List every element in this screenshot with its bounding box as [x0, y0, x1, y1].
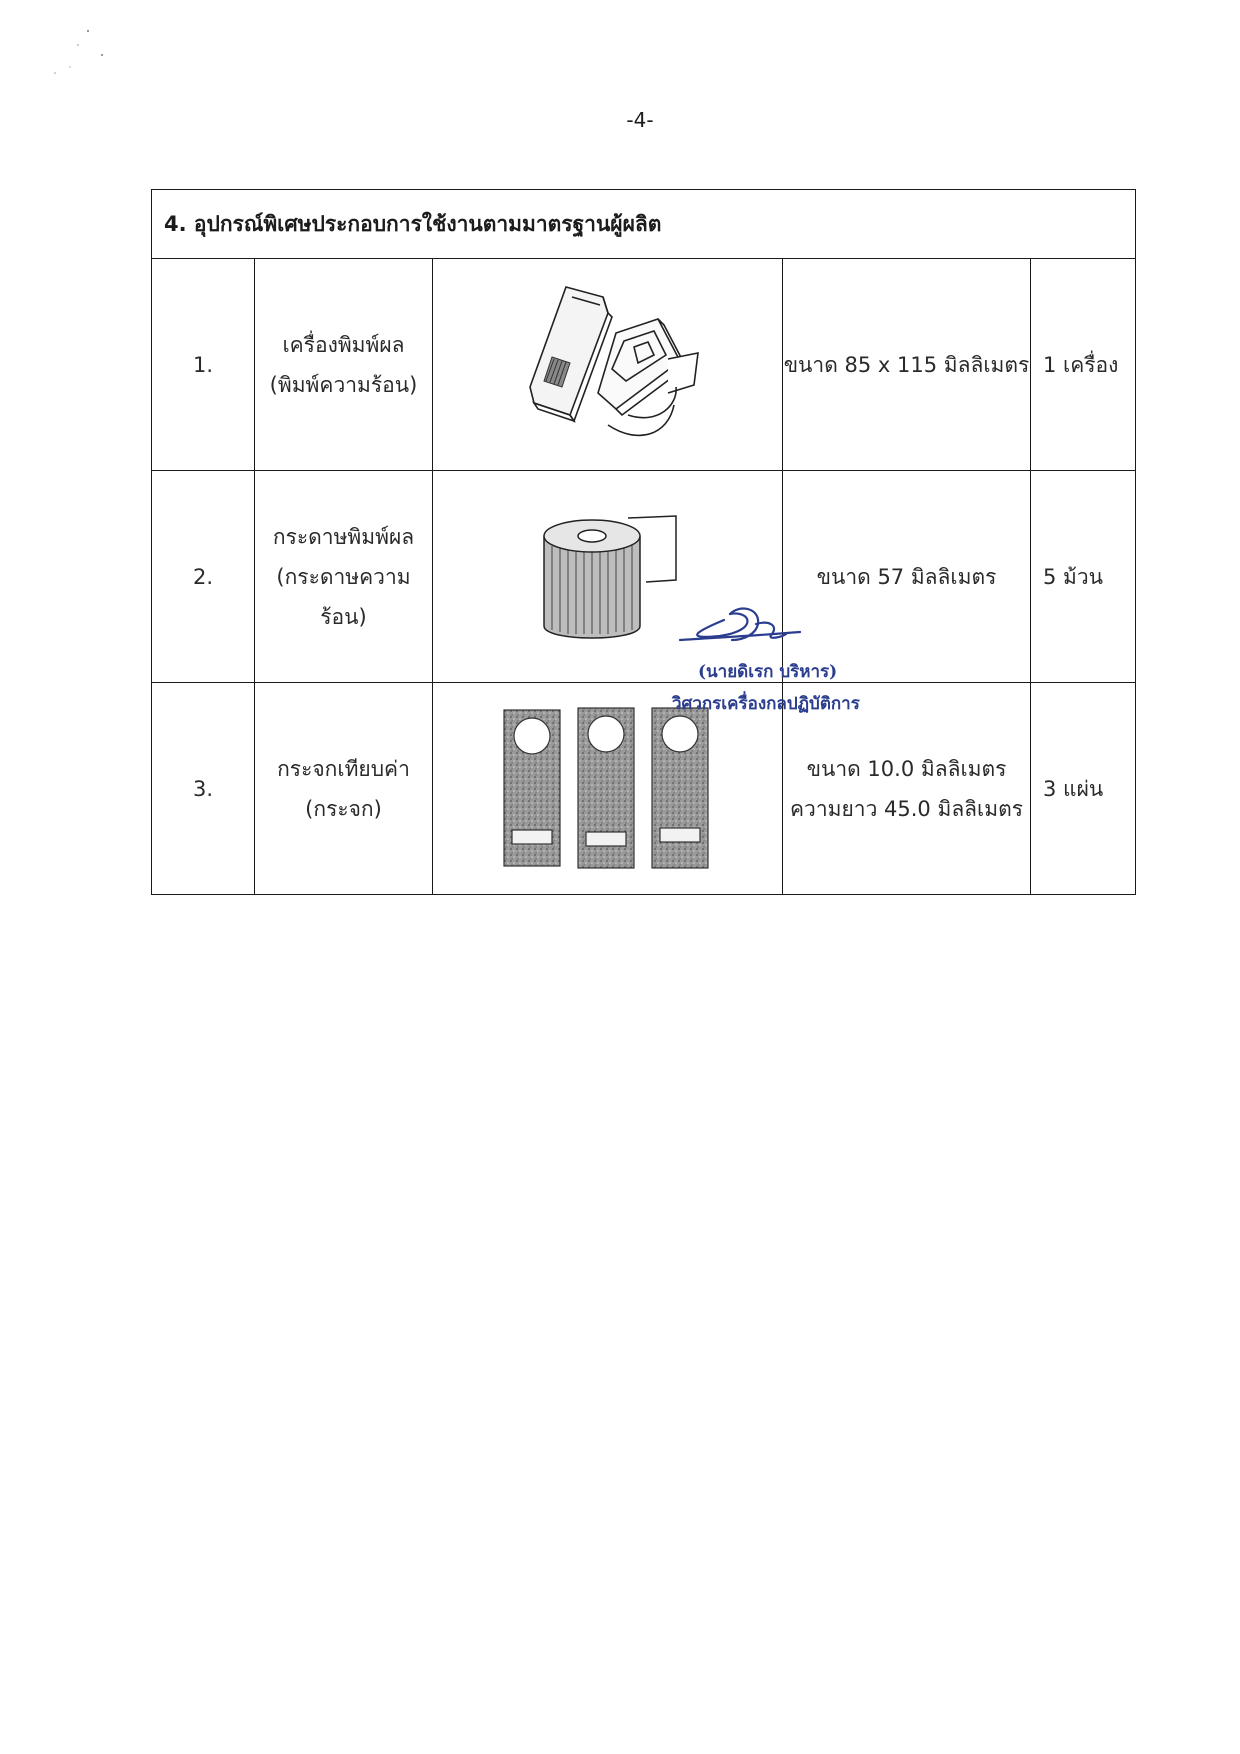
calibration-glass-icon — [498, 704, 718, 874]
item-quantity: 3 แผ่น — [1031, 683, 1136, 895]
item-number: 2. — [152, 471, 255, 683]
item-number: 1. — [152, 259, 255, 471]
section-title: 4. อุปกรณ์พิเศษประกอบการใช้งานตามมาตรฐานผู้ผลิต — [152, 190, 1136, 259]
item-name: เครื่องพิมพ์ผล (พิมพ์ความร้อน) — [255, 259, 433, 471]
item-spec: ขนาด 85 x 115 มิลลิเมตร — [783, 259, 1031, 471]
item-image — [433, 259, 783, 471]
signer-title: วิศวกรเครื่องกลปฏิบัติการ — [672, 694, 860, 714]
item-spec: ขนาด 57 มิลลิเมตร — [783, 471, 1031, 683]
item-quantity: 5 ม้วน — [1031, 471, 1136, 683]
item-name: กระจกเทียบค่า (กระจก) — [255, 683, 433, 895]
item-image — [433, 471, 783, 683]
paper-roll-icon — [528, 502, 688, 652]
item-spec: ขนาด 10.0 มิลลิเมตร ความยาว 45.0 มิลลิเมตร — [783, 683, 1031, 895]
equipment-table — [151, 189, 1136, 895]
item-number: 3. — [152, 683, 255, 895]
table-row — [152, 259, 1136, 471]
item-name: กระดาษพิมพ์ผล (กระดาษความ ร้อน) — [255, 471, 433, 683]
table-row — [152, 683, 1136, 895]
signer-name: (นายดิเรก บริหาร) — [698, 662, 838, 682]
item-quantity: 1 เครื่อง — [1031, 259, 1136, 471]
scan-specks — [40, 25, 120, 85]
table-row — [152, 471, 1136, 683]
page-number: -4- — [626, 108, 654, 132]
thermal-printer-icon — [508, 275, 708, 455]
